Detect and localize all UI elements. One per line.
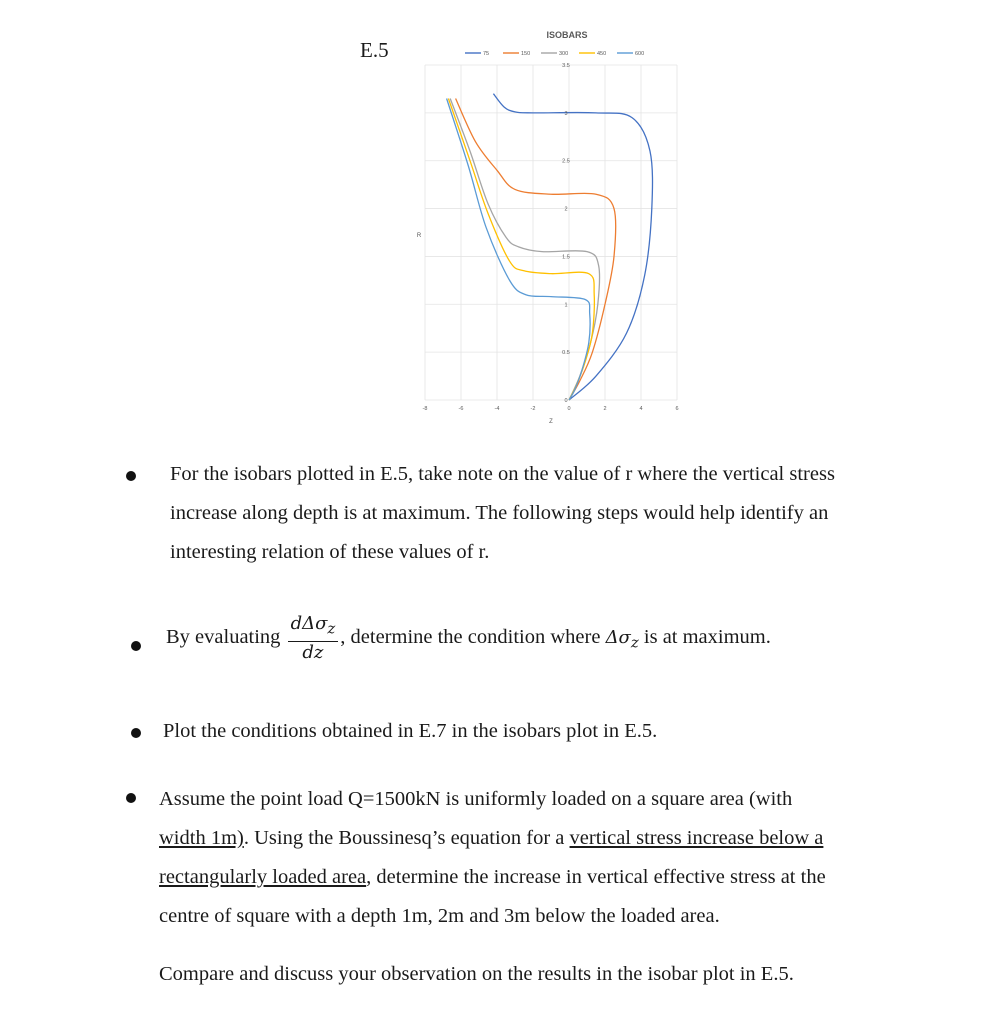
y-tick-label: 1.5 <box>562 254 570 261</box>
bullet-1-line-3: interesting relation of these values of r. <box>170 541 490 563</box>
chart-legend <box>465 51 644 57</box>
bullet-2-suffix: is at maximum. <box>643 626 771 648</box>
x-tick-labels <box>423 406 679 412</box>
bullet-4-line-2 <box>159 819 949 858</box>
figure-label: E.5 <box>360 38 389 62</box>
isobar-line-150 <box>456 99 616 401</box>
y-tick-label: 2.5 <box>562 158 570 165</box>
legend-label: 150 <box>521 51 531 57</box>
legend-label: 75 <box>483 51 490 57</box>
fraction-numerator-subscript: z <box>327 619 336 638</box>
bullet-3-text: Plot the conditions obtained in E.7 in the isobars plot in E.5. <box>163 720 658 742</box>
bullet-4-line-2-text: . Using the Boussinesq’s equation for a <box>243 827 565 849</box>
bullet-4-line-4: centre of square with a depth 1m, 2m and 3m below the loaded area. <box>159 905 720 927</box>
legend-label: 300 <box>559 51 569 57</box>
bullet-4-line-3-text: , determine the increase in vertical effective stress at the <box>366 866 826 888</box>
bullet-dot <box>126 471 136 481</box>
bullet-1-line-1: For the isobars plotted in E.5, take note on the value of r where the vertical stress <box>170 463 835 485</box>
x-tick-label: -6 <box>458 406 464 412</box>
chart-series <box>447 94 653 400</box>
derivative-fraction <box>288 613 339 664</box>
x-tick-label: 2 <box>603 406 607 412</box>
delta-sigma-subscript: z <box>630 633 639 652</box>
y-tick-label: 2 <box>564 206 568 213</box>
bullet-dot <box>131 641 141 651</box>
fraction-denominator: dz <box>302 641 324 663</box>
underlined-width: width 1m) <box>159 827 244 849</box>
y-tick-label: 3.5 <box>562 63 570 69</box>
bullet-2-middle: , determine the condition where <box>340 626 601 648</box>
bullet-2-prefix: By evaluating <box>166 626 281 648</box>
x-axis-label: Z <box>549 419 553 425</box>
y-axis-label: R <box>416 233 422 239</box>
bullet-1-line-2: increase along depth is at maximum. The following steps would help identify an <box>170 502 829 524</box>
isobar-line-300 <box>450 99 599 401</box>
bullet-4-line-3 <box>159 858 949 897</box>
bullet-4-text <box>159 780 949 936</box>
bullet-4-line-1: Assume the point load Q=1500kN is uniformly loaded on a square area (with <box>159 788 793 810</box>
x-tick-label: -4 <box>494 406 500 412</box>
bullet-dot <box>126 793 136 803</box>
chart-title: ISOBARS <box>546 30 588 40</box>
x-tick-label: 4 <box>639 406 643 412</box>
legend-label: 600 <box>635 51 645 57</box>
bullet-2-text <box>166 612 956 668</box>
x-tick-label: 6 <box>675 406 679 412</box>
compare-text: Compare and discuss your observation on the results in the isobar plot in E.5. <box>159 963 794 985</box>
x-tick-label: 0 <box>567 406 571 412</box>
underlined-rectangular-area: rectangularly loaded area <box>159 866 367 888</box>
y-tick-label: 0 <box>564 398 568 404</box>
fraction-numerator: dΔσ <box>290 613 328 634</box>
bullet-dot <box>131 728 141 738</box>
x-tick-label: -2 <box>530 406 536 412</box>
x-tick-label: -8 <box>422 406 428 412</box>
y-tick-label: 3 <box>564 110 568 117</box>
y-tick-label: 1 <box>564 302 568 309</box>
y-tick-label: 0.5 <box>562 350 570 357</box>
bullet-1-text <box>170 455 960 572</box>
isobar-line-450 <box>448 99 594 401</box>
legend-label: 450 <box>597 51 607 57</box>
underlined-vertical-stress: vertical stress increase below a <box>569 827 824 849</box>
delta-sigma-symbol: Δσ <box>605 627 631 648</box>
isobar-chart <box>405 25 705 445</box>
